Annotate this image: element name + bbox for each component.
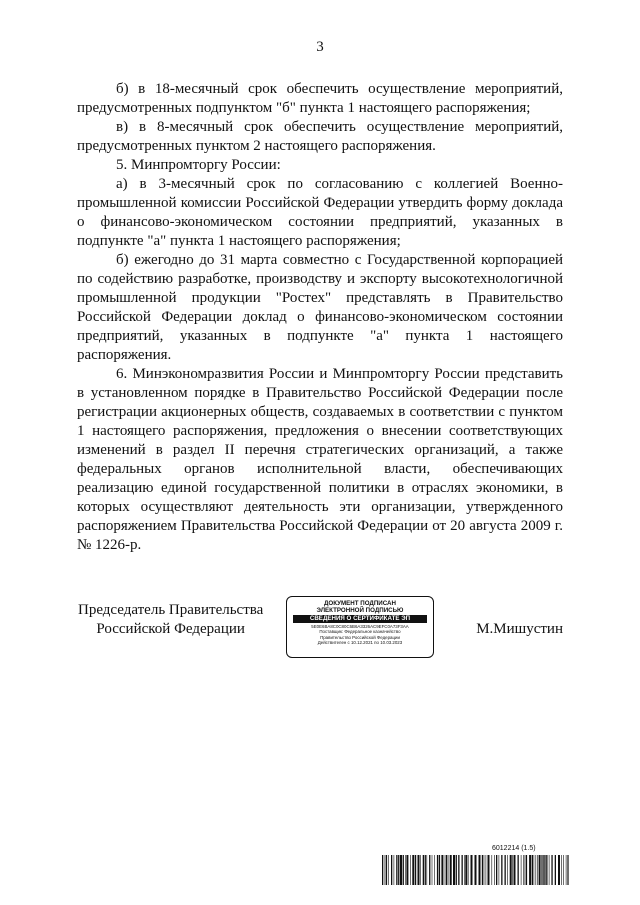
electronic-signature-stamp [286, 596, 434, 658]
stamp-issuer: Поставщик: Федеральное казначейство [319, 629, 401, 635]
paragraph: 6. Минэкономразвития России и Минпромторгу России представить в установленном порядке в Правительство Российской Федерации после регистрации акционерных обществ, создаваемых в соответствии с пунктом 1 настоящего распоряжения, предложения о внесении соответствующих изменений в раздел II перечня стратегических организаций, а также федеральных органов исполнительной власти, обеспечивающих реализацию единой государственной политики в отраслях экономики, в которых осуществляют деятельность эти организации, утвержденного распоряжением Правительства Российской Федерации от 20 августа 2009 г. № 1226-р. [77, 366, 563, 553]
stamp-title-line: ЭЛЕКТРОННОЙ ПОДПИСЬЮ [316, 607, 404, 614]
stamp-owner: Правительство Российской Федерации [320, 634, 400, 640]
stamp-title-line: ДОКУМЕНТ ПОДПИСАН [324, 600, 396, 607]
signer-title-line: Председатель Правительства [78, 602, 264, 618]
stamp-serial: 5E0E6BA8C0C80C6B6A3326AC9EFC0A73F3AA [311, 624, 409, 629]
signature-block [0, 596, 640, 666]
paragraph: б) в 18-месячный срок обеспечить осуществление мероприятий, предусмотренных подпунктом "б" пункта 1 настоящего распоряжения; [77, 81, 563, 116]
paragraph: в) в 8-месячный срок обеспечить осуществление мероприятий, предусмотренных пунктом 2 настоящего распоряжения. [77, 119, 563, 154]
paragraph: 5. Минпромторгу России: [116, 157, 281, 173]
signer-title [78, 601, 263, 639]
paragraph: а) в 3-месячный срок по согласованию с коллегией Военно-промышленной комиссии Российской Федерации утвердить форму доклада о финансово-экономическом состоянии предприятий, указанных в подпункте "а" пункта 1 настоящего распоряжения; [77, 176, 563, 249]
stamp-validity: Действителен с 10.12.2021 по 10.03.2023 [317, 640, 403, 646]
stamp-certificate-bar: СВЕДЕНИЯ О СЕРТИФИКАТЕ ЭП [293, 615, 427, 623]
paragraph: б) ежегодно до 31 марта совместно с Государственной корпорацией по содействию разработке, производству и экспорту высокотехнологичной промышленной продукции "Ростех" представлять в Правительство Российской Федерации доклад о финансово-экономическом состоянии предприятий, указанных в подпункте "а" пункта 1 настоящего распоряжения. [77, 252, 563, 363]
barcode-icon [382, 855, 570, 885]
signer-name: М.Мишустин [476, 621, 563, 637]
document-body [77, 80, 563, 555]
page-number: 3 [316, 39, 324, 55]
document-code: 6012214 (1.5) [492, 845, 536, 852]
signer-title-line: Российской Федерации [96, 621, 245, 637]
